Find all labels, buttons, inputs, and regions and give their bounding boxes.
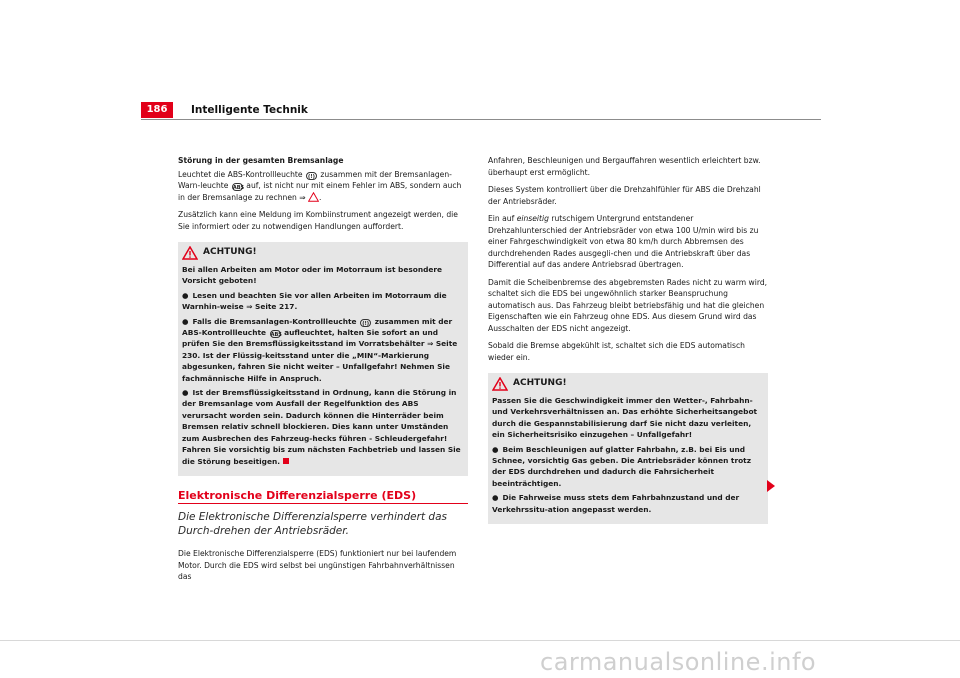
bullet-icon: ● bbox=[182, 316, 189, 326]
warning-bullet-text: aufleuchtet, halten Sie sofort an und prüfen Sie den Bremsflüssigkeitsstand im Vorratsbehälter ⇒ Seite 230. Ist der Flüssig-keitsstand unter die „MIN“-Markierung abgesunken, fahren Sie nicht weiter – Unfallgefahr! Nehmen Sie fachmännische Hilfe in Anspruch. bbox=[182, 328, 458, 383]
warning-header bbox=[182, 246, 463, 260]
paragraph: Dieses System kontrolliert über die Drehzahlfühler für ABS die Drehzahl der Antriebsräder. bbox=[488, 185, 761, 206]
end-marker-icon bbox=[283, 458, 289, 464]
warning-intro: Passen Sie die Geschwindigkeit immer den Wetter-, Fahrbahn- und Verkehrsverhältnissen an. Das erhöhte Sicherheitsangebot durch die Gespannstabilisierung darf Sie nicht dazu verleiten, ein Sicherheitsrisiko einzugehen – Unfallgefahr! bbox=[492, 396, 758, 440]
left-column bbox=[178, 155, 468, 589]
footer-divider bbox=[0, 640, 960, 641]
warning-bullet bbox=[492, 492, 763, 515]
page-number: 186 bbox=[141, 102, 173, 118]
warning-bullet bbox=[182, 290, 463, 313]
warning-bullet-text: Falls die Bremsanlagen-Kontrollleuchte bbox=[192, 316, 357, 326]
warning-bullet-text: Ist der Bremsflüssigkeitsstand in Ordnung, kann die Störung in der Bremsanlage vom Ausfall der Regelfunktion des ABS verursacht worden sein. Dadurch können die Hinterräder beim Bremsen relativ schnell blockieren. Dies kann unter Umständen zum Ausbrechen des Fahrzeug-hecks führen - Schleudergefahr! Fahren Sie vorsichtig bis zum nächsten Fachbetrieb und lassen Sie die Störung beseitigen. bbox=[182, 388, 461, 466]
watermark: carmanualsonline.info bbox=[540, 648, 817, 676]
bullet-icon: ● bbox=[492, 444, 499, 454]
section-intro: Die Elektronische Differenzialsperre verhindert das Durch-drehen der Antriebsräder. bbox=[178, 511, 447, 538]
bullet-icon: ● bbox=[492, 493, 499, 503]
right-column bbox=[488, 155, 768, 524]
warning-label: ACHTUNG! bbox=[513, 378, 567, 389]
warning-bullet bbox=[182, 316, 463, 384]
warning-box-1 bbox=[178, 242, 468, 476]
fault-paragraph-2: Zusätzlich kann eine Meldung im Kombiinstrument angezeigt werden, die Sie informiert oder zu notwendigen Handlungen auffordert. bbox=[178, 210, 458, 231]
warning-header bbox=[492, 377, 763, 391]
warning-bullet-text: Lesen und beachten Sie vor allen Arbeiten im Motorraum die Warnhin-weise ⇒ Seite 217. bbox=[182, 290, 447, 312]
warning-bullet bbox=[492, 444, 763, 490]
warning-intro: Bei allen Arbeiten am Motor oder im Motorraum ist besondere Vorsicht geboten! bbox=[182, 265, 443, 286]
paragraph: Anfahren, Beschleunigen und Bergauffahren wesentlich erleichtert bzw. überhaupt erst ermöglicht. bbox=[488, 156, 761, 177]
warning-triangle-icon bbox=[492, 377, 508, 391]
fault-paragraph-1: Leuchtet die ABS-Kontrollleuchte (!) zusammen mit der Bremsanlagen-Warn-leuchte ABS auf, ist nicht nur mit einem Fehler im ABS, sondern auch in der Bremsanlage zu rechnen ⇒ . bbox=[178, 169, 462, 202]
warning-box-2 bbox=[488, 373, 768, 524]
brake-warning-lamp-icon: (!) bbox=[360, 319, 371, 327]
section-divider bbox=[178, 503, 468, 504]
bullet-icon: ● bbox=[182, 388, 189, 398]
warning-triangle-icon bbox=[182, 246, 198, 260]
section-title: Elektronische Differenzialsperre (EDS) bbox=[178, 488, 417, 502]
warning-label: ACHTUNG! bbox=[203, 247, 257, 258]
brake-warning-lamp-icon: (!) bbox=[306, 172, 317, 180]
paragraph bbox=[488, 213, 768, 271]
fault-text-c: auf, ist nicht nur mit einem Fehler im ABS, sondern auch in der Bremsanlage zu rechnen ⇒ bbox=[178, 181, 462, 202]
section-paragraph: Die Elektronische Differenzialsperre (EDS) funktioniert nur bei laufendem Motor. Durch die EDS wird selbst bei ungünstigen Fahrbahnverhältnissen das bbox=[178, 549, 457, 582]
abs-lamp-icon: ABS bbox=[270, 332, 282, 339]
text: Ein auf bbox=[488, 214, 515, 223]
warning-bullet-text: Beim Beschleunigen auf glatter Fahrbahn, z.B. bei Eis und Schnee, vorsichtig Gas geben. Die Antriebsräder können trotz der EDS durchdrehen und dadurch die Fahrsicherheit beeinträchtigen. bbox=[492, 444, 752, 488]
page-header-title: Intelligente Technik bbox=[191, 104, 308, 116]
warning-triangle-icon[interactable] bbox=[308, 192, 319, 202]
paragraph: Damit die Scheibenbremse des abgebremsten Rades nicht zu warm wird, schaltet sich die EDS bei ungewöhnlich starker Beanspruchung automatisch aus. Das Fahrzeug bleibt betriebsfähig und hat die gleichen Eigenschaften wie ein Fahrzeug ohne EDS. Aus diesem Grund wird das Ausschalten der EDS nicht angezeigt. bbox=[488, 277, 768, 333]
abs-lamp-icon: ABS bbox=[232, 185, 245, 191]
fault-heading: Störung in der gesamten Bremsanlage bbox=[178, 156, 344, 165]
warning-bullet bbox=[182, 387, 463, 467]
text: rutschigem Untergrund entstandener Drehzahlunterschied der Antriebsräder von etwa 100 U/min wird bis zu einer Fahrgeschwindigkeit von etwa 80 km/h durch Abbremsen des durchdrehenden Rades ausgegli-chen und die Antriebskraft über das Differential auf das andere Antriebsrad übertragen. bbox=[488, 214, 759, 269]
paragraph: Sobald die Bremse abgekühlt ist, schaltet sich die EDS automatisch wieder ein. bbox=[488, 341, 745, 362]
emphasis: einseitig bbox=[516, 214, 549, 223]
warning-bullet-text: zusammen mit der ABS-Kontrollleuchte bbox=[182, 316, 453, 338]
warning-bullet-text: Die Fahrweise muss stets dem Fahrbahnzustand und der Verkehrssitu-ation angepasst werden. bbox=[492, 493, 740, 514]
fault-text-a: Leuchtet die ABS-Kontrollleuchte bbox=[178, 169, 303, 179]
fault-text-b: zusammen mit der Bremsanlagen-Warn-leuchte bbox=[178, 169, 452, 190]
next-page-arrow-icon[interactable] bbox=[767, 480, 775, 492]
bullet-icon: ● bbox=[182, 290, 189, 300]
header-divider bbox=[141, 119, 821, 120]
